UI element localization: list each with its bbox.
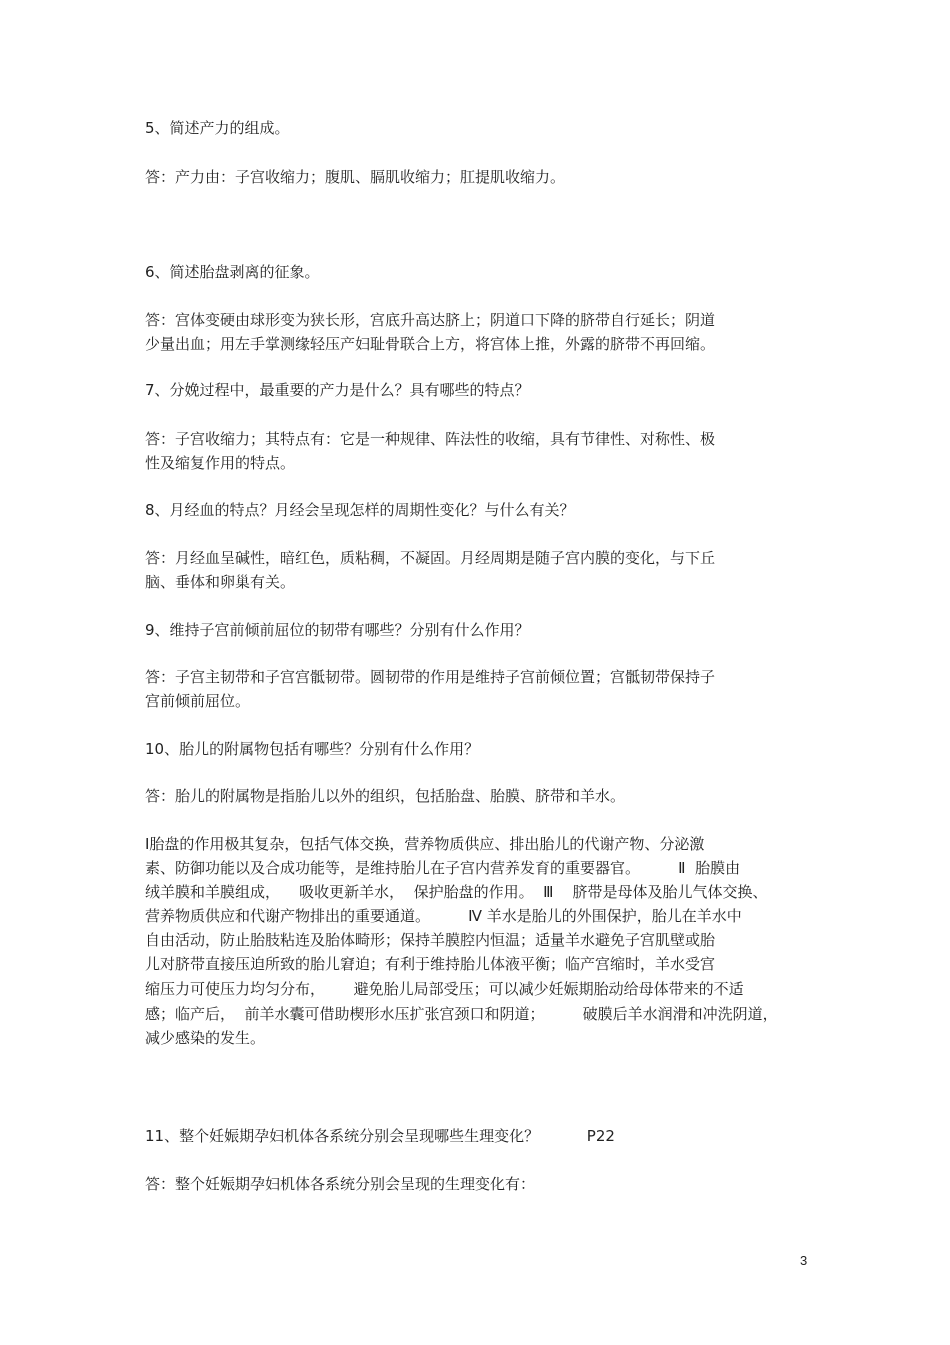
page-number: 3 bbox=[800, 1253, 808, 1268]
question-8: 8、月经血的特点？月经会呈现怎样的周期性变化？与什么有关？ bbox=[145, 501, 575, 519]
question-9: 9、维持子宫前倾前屈位的韧带有哪些？分别有什么作用？ bbox=[145, 621, 530, 639]
answer-6-line-2: 少量出血；用左手掌测缘轻压产妇耻骨联合上方，将宫体上推，外露的脐带不再回缩。 bbox=[145, 335, 716, 353]
answer-6-line-1: 答：宫体变硬由球形变为狭长形，宫底升高达脐上；阴道口下降的脐带自行延长；阴道 bbox=[145, 311, 716, 329]
answer-8-line-1: 答：月经血呈碱性，暗红色，质粘稠，不凝固。月经周期是随子宫内膜的变化，与下丘 bbox=[145, 549, 716, 567]
answer-10-detail-line-5: 自由活动，防止胎肢粘连及胎体畸形；保持羊膜腔内恒温；适量羊水避免子宫肌壁或胎 bbox=[145, 931, 716, 949]
answer-9-line-1: 答：子宫主韧带和子宫宫骶韧带。圆韧带的作用是维持子宫前倾位置；宫骶韧带保持子 bbox=[145, 668, 716, 686]
answer-7-line-1: 答：子宫收缩力；其特点有：它是一种规律、阵法性的收缩，具有节律性、对称性、极 bbox=[145, 430, 716, 448]
answer-10-detail-line-1: Ⅰ胎盘的作用极其复杂，包括气体交换，营养物质供应、排出胎儿的代谢产物、分泌激 bbox=[145, 835, 705, 853]
question-11: 11、整个妊娠期孕妇机体各系统分别会呈现哪些生理变化？ P22 bbox=[145, 1127, 615, 1145]
question-7: 7、分娩过程中，最重要的产力是什么？具有哪些的特点？ bbox=[145, 381, 530, 399]
answer-9-line-2: 宫前倾前屈位。 bbox=[145, 692, 251, 710]
question-5: 5、简述产力的组成。 bbox=[145, 119, 290, 137]
answer-10-detail-line-8: 感；临产后， 前羊水囊可借助楔形水压扩张宫颈口和阴道； 破膜后羊水润滑和冲洗阴道， bbox=[145, 1005, 778, 1023]
answer-10-detail-line-7: 缩压力可使压力均匀分布， 避免胎儿局部受压；可以减少妊娠期胎动给母体带来的不适 bbox=[145, 980, 744, 998]
answer-10-detail-line-9: 减少感染的发生。 bbox=[145, 1029, 266, 1047]
answer-7-line-2: 性及缩复作用的特点。 bbox=[145, 454, 296, 472]
answer-10-detail-line-3: 绒羊膜和羊膜组成， 吸收更新羊水， 保护胎盘的作用。 Ⅲ 脐带是母体及胎儿气体交换、 bbox=[145, 883, 768, 901]
answer-10-detail-line-2: 素、防御功能以及合成功能等，是维持胎儿在子宫内营养发育的重要器官。 Ⅱ 胎膜由 bbox=[145, 859, 741, 877]
question-10: 10、胎儿的附属物包括有哪些？分别有什么作用？ bbox=[145, 740, 480, 758]
answer-10-detail-line-4: 营养物质供应和代谢产物排出的重要通道。 Ⅳ 羊水是胎儿的外围保护，胎儿在羊水中 bbox=[145, 907, 742, 925]
answer-8-line-2: 脑、垂体和卵巢有关。 bbox=[145, 573, 296, 591]
question-6: 6、简述胎盘剥离的征象。 bbox=[145, 263, 320, 281]
answer-10: 答：胎儿的附属物是指胎儿以外的组织，包括胎盘、胎膜、脐带和羊水。 bbox=[145, 787, 626, 805]
answer-11: 答：整个妊娠期孕妇机体各系统分别会呈现的生理变化有： bbox=[145, 1175, 536, 1193]
answer-5: 答：产力由：子宫收缩力；腹肌、膈肌收缩力；肛提肌收缩力。 bbox=[145, 168, 566, 186]
answer-10-detail-line-6: 儿对脐带直接压迫所致的胎儿窘迫；有利于维持胎儿体液平衡；临产宫缩时，羊水受宫 bbox=[145, 955, 716, 973]
